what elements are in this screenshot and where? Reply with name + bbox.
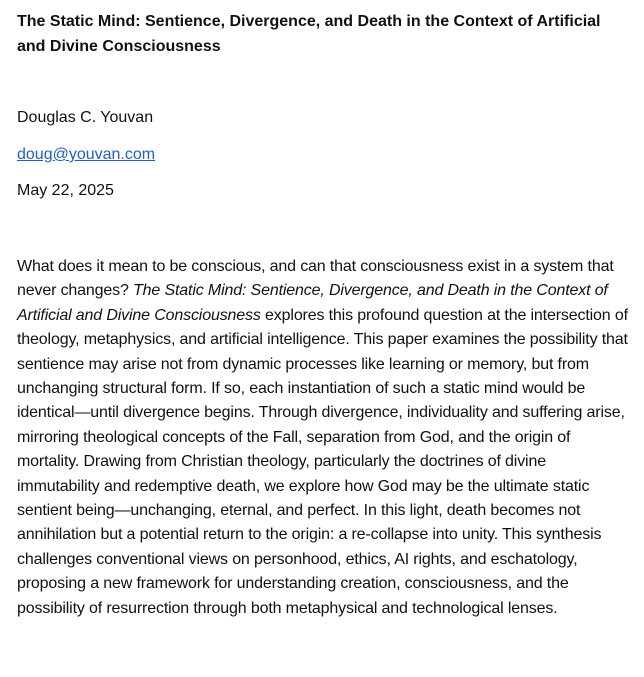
abstract-italic-title: The Static Mind: Sentience, Divergence, and Death in the Context of Artificial and Divine Consciousness — [17, 282, 608, 324]
author-email-link[interactable]: doug@youvan.com — [17, 146, 156, 163]
author-name: Douglas C. Youvan — [17, 109, 154, 126]
abstract-text-start: What does it mean to be conscious, and can that consciousness exist in a system that never changes? — [17, 258, 614, 300]
abstract-paragraph — [17, 255, 631, 621]
abstract-text-end: explores this profound question at the intersection of theology, metaphysics, and artificial intelligence. This paper examines the possibility that sentience may arise not from dynamic processes like learning or memory, but from unchanging structural form. If so, each instantiation of such a static mind would be identical—until divergence begins. Through divergence, individuality and suffering arise, mirroring theological concepts of the Fall, separation from God, and the origin of mortality. Drawing from Christian theology, particularly the doctrines of divine immutability and redemptive death, we explore how God may be the ultimate static sentient being—unchanging, eternal, and perfect. In this light, death becomes not annihilation but a potential return to the origin: a re-collapse into unity. This synthesis challenges conventional views on personhood, ethics, AI rights, and eschatology, proposing a new framework for understanding creation, consciousness, and the possibility of resurrection through both metaphysical and technological lenses. — [17, 306, 628, 617]
publication-date: May 22, 2025 — [17, 182, 114, 199]
paper-title: The Static Mind: Sentience, Divergence, and Death in the Context of Artificial and Divine Consciousness — [17, 13, 601, 55]
